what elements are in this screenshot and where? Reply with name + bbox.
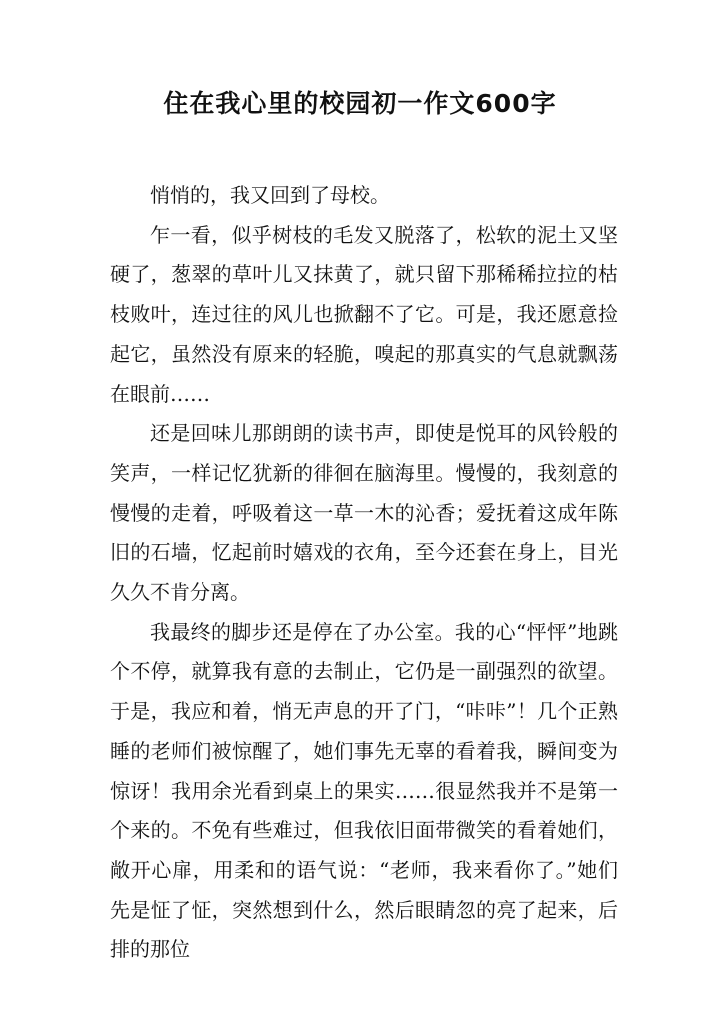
document-body	[110, 176, 618, 970]
paragraph-2: 乍一看，似乎树枝的毛发又脱落了，松软的泥土又坚硬了，葱翠的草叶儿又抹黄了，就只留下那稀稀拉拉的枯枝败叶，连过往的风儿也掀翻不了它。可是，我还愿意捡起它，虽然没有原来的轻脆，嗅起的那真实的气息就飘荡在眼前……	[110, 222, 618, 406]
paragraph-4: 我最终的脚步还是停在了办公室。我的心“怦怦”地跳个不停，就算我有意的去制止，它仍是一副强烈的欲望。于是，我应和着，悄无声息的开了门，“咔咔”！几个正熟睡的老师们被惊醒了，她们事先无辜的看着我，瞬间变为惊讶！我用余光看到桌上的果实……很显然我并不是第一个来的。不免有些难过，但我依旧面带微笑的看着她们，敞开心扉，用柔和的语气说：“老师，我来看你了。”她们先是怔了怔，突然想到什么，然后眼睛忽的亮了起来，后排的那位	[110, 619, 618, 962]
paragraph-3: 还是回味儿那朗朗的读书声，即使是悦耳的风铃般的笑声，一样记忆犹新的徘徊在脑海里。慢慢的，我刻意的慢慢的走着，呼吸着这一草一木的沁香；爱抚着这成年陈旧的石墙，忆起前时嬉戏的衣角，至今还套在身上，目光久久不肯分离。	[110, 421, 618, 605]
document-title: 住在我心里的校园初一作文600字	[163, 89, 557, 118]
paragraph-1: 悄悄的，我又回到了母校。	[150, 183, 390, 207]
